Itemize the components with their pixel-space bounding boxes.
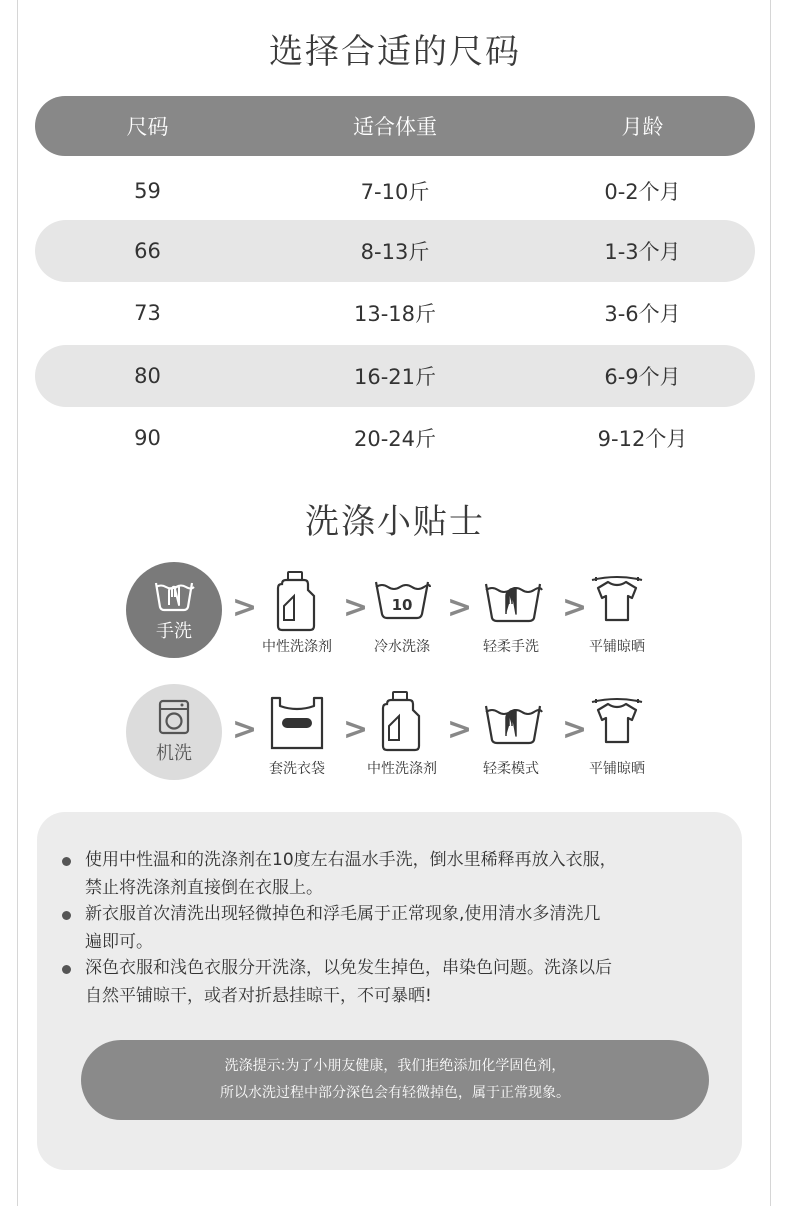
tip-item xyxy=(85,954,725,1010)
row-age: 6-9个月 xyxy=(604,365,681,389)
wash-notice-banner xyxy=(81,1040,709,1120)
tips-box xyxy=(37,812,742,1170)
hand-step-2-label: 冷水洗涤 xyxy=(374,639,430,655)
gentle-mode-icon xyxy=(482,696,544,746)
tip-line: 遍即可。 xyxy=(85,932,153,952)
hand-wash-label: 手洗 xyxy=(156,621,192,642)
table-row xyxy=(35,407,755,469)
arrow-icon: > xyxy=(232,590,258,625)
machine-wash-badge xyxy=(126,684,222,780)
machine-step-1-label: 套洗衣袋 xyxy=(269,761,325,777)
detergent-bottle-icon xyxy=(377,690,427,752)
bullet-icon xyxy=(62,965,71,974)
tshirt-dry-flat-icon xyxy=(590,572,644,624)
arrow-icon: > xyxy=(447,590,473,625)
gentle-hand-wash-icon xyxy=(482,574,544,624)
hand-wash-icon xyxy=(153,577,195,613)
tip-line: 新衣服首次清洗出现轻微掉色和浮毛属于正常现象,使用清水多清洗几 xyxy=(85,904,601,924)
row-weight: 13-18斤 xyxy=(353,302,437,326)
machine-step-4-label: 平铺晾晒 xyxy=(589,761,645,777)
hand-step-4-label: 平铺晾晒 xyxy=(589,639,645,655)
table-row xyxy=(35,220,755,282)
table-row xyxy=(35,160,755,222)
table-row xyxy=(35,345,755,407)
machine-step-2-label: 中性洗涤剂 xyxy=(367,761,437,777)
row-size: 59 xyxy=(134,179,161,203)
tip-line: 深色衣服和浅色衣服分开洗涤，以免发生掉色，串染色问题。洗涤以后 xyxy=(85,958,612,978)
row-age: 3-6个月 xyxy=(604,302,681,326)
hand-step-1-label: 中性洗涤剂 xyxy=(262,639,332,655)
row-size: 73 xyxy=(134,301,161,325)
notice-line: 洗涤提示:为了小朋友健康，我们拒绝添加化学固色剂， xyxy=(224,1058,566,1074)
machine-step-3-label: 轻柔模式 xyxy=(483,761,539,777)
wash-section-title: 洗涤小贴士 xyxy=(305,502,485,542)
washing-machine-icon xyxy=(158,699,190,735)
frame-left-border xyxy=(17,0,18,1206)
frame-right-border xyxy=(770,0,771,1206)
cold-water-basin-icon xyxy=(372,578,432,620)
table-row xyxy=(35,282,755,344)
tip-line: 自然平铺晾干，或者对折悬挂晾干，不可暴晒! xyxy=(85,986,432,1006)
header-size: 尺码 xyxy=(126,115,169,139)
arrow-icon: > xyxy=(232,712,258,747)
tshirt-dry-flat-icon xyxy=(590,694,644,746)
row-size: 90 xyxy=(134,426,161,450)
hand-step-3-label: 轻柔手洗 xyxy=(483,639,539,655)
arrow-icon: > xyxy=(562,712,588,747)
row-age: 9-12个月 xyxy=(597,427,688,451)
detergent-bottle-icon xyxy=(272,570,322,632)
machine-wash-label: 机洗 xyxy=(156,743,192,764)
arrow-icon: > xyxy=(562,590,588,625)
row-size: 80 xyxy=(134,364,161,388)
header-weight: 适合体重 xyxy=(353,115,437,139)
arrow-icon: > xyxy=(343,590,369,625)
header-age: 月龄 xyxy=(621,115,664,139)
arrow-icon: > xyxy=(447,712,473,747)
tip-line: 使用中性温和的洗涤剂在10度左右温水手洗，倒水里稀释再放入衣服， xyxy=(85,850,617,870)
row-age: 1-3个月 xyxy=(604,240,681,264)
row-weight: 7-10斤 xyxy=(360,180,430,204)
notice-line: 所以水洗过程中部分深色会有轻微掉色，属于正常现象。 xyxy=(220,1085,570,1101)
arrow-icon: > xyxy=(343,712,369,747)
tip-item xyxy=(85,900,725,956)
row-size: 66 xyxy=(134,239,161,263)
bullet-icon xyxy=(62,911,71,920)
laundry-bag-icon xyxy=(268,694,326,752)
row-age: 0-2个月 xyxy=(604,180,681,204)
basin-temperature: 10 xyxy=(391,596,413,614)
row-weight: 20-24斤 xyxy=(353,427,437,451)
row-weight: 16-21斤 xyxy=(353,365,437,389)
tip-item xyxy=(85,846,725,902)
row-weight: 8-13斤 xyxy=(360,240,430,264)
tip-line: 禁止将洗涤剂直接倒在衣服上。 xyxy=(85,878,323,898)
bullet-icon xyxy=(62,857,71,866)
hand-wash-badge xyxy=(126,562,222,658)
size-table-header xyxy=(35,96,755,156)
size-section-title: 选择合适的尺码 xyxy=(269,32,521,72)
